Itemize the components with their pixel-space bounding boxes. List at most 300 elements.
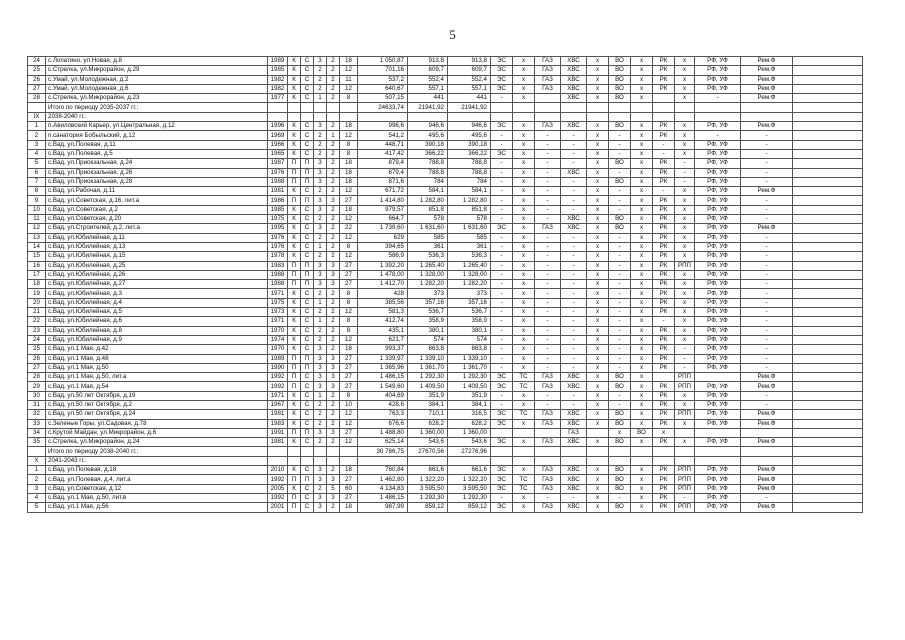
table-cell: С	[301, 224, 314, 233]
table-cell: х	[631, 131, 653, 140]
table-cell: -	[535, 140, 561, 149]
table-cell: РК	[653, 205, 675, 214]
table-row	[28, 224, 863, 233]
table-cell: 24633,74	[358, 103, 408, 112]
table-cell: 27	[340, 354, 358, 363]
table-cell	[793, 131, 863, 140]
table-cell: -	[535, 168, 561, 177]
table-cell: РК	[653, 466, 675, 475]
table-cell: х	[631, 261, 653, 270]
table-cell: х	[587, 196, 609, 205]
table-cell: 1 478,00	[358, 270, 408, 279]
table-cell	[793, 187, 863, 196]
table-cell: х	[631, 419, 653, 428]
table-cell	[301, 447, 314, 456]
table-cell: 366,22	[408, 149, 448, 158]
table-cell: РФ, УФ	[695, 57, 741, 66]
table-cell: С	[301, 131, 314, 140]
table-row	[28, 261, 863, 270]
table-cell: х	[513, 196, 535, 205]
table-row	[28, 140, 863, 149]
table-cell: С	[301, 252, 314, 261]
table-cell: РК	[653, 66, 675, 75]
table-row	[28, 308, 863, 317]
table-cell: Рем.Ф	[741, 75, 793, 84]
table-cell: х	[675, 205, 695, 214]
table-cell: 2	[327, 466, 340, 475]
table-cell: 628,2	[448, 419, 491, 428]
table-cell: 60	[340, 484, 358, 493]
table-row	[28, 484, 863, 493]
table-row	[28, 373, 863, 382]
table-cell	[301, 112, 314, 121]
table-cell: -	[491, 400, 513, 409]
table-cell: 5	[28, 503, 46, 512]
table-cell: -	[535, 215, 561, 224]
table-cell: х	[513, 493, 535, 502]
table-cell: 18	[340, 57, 358, 66]
table-cell	[535, 112, 561, 121]
table-cell: -	[491, 94, 513, 103]
table-cell: -	[535, 187, 561, 196]
table-cell	[793, 466, 863, 475]
table-cell: 35	[28, 438, 46, 447]
table-cell: ГАЗ	[535, 382, 561, 391]
table-cell: С	[301, 400, 314, 409]
table-cell: х	[675, 140, 695, 149]
table-cell: -	[535, 205, 561, 214]
table-cell: х	[513, 233, 535, 242]
table-cell: 417,42	[358, 149, 408, 158]
table-cell: х	[675, 122, 695, 131]
table-cell: -	[561, 131, 587, 140]
table-cell: РК	[653, 410, 675, 419]
table-cell: 18	[340, 466, 358, 475]
table-cell: Рем.Ф	[741, 57, 793, 66]
table-cell: -	[491, 131, 513, 140]
table-cell: 507,15	[358, 94, 408, 103]
table-cell: -	[561, 149, 587, 158]
table-row	[28, 503, 863, 512]
table-row	[28, 317, 863, 326]
table-cell: х	[631, 140, 653, 149]
table-cell: ГАЗ	[535, 419, 561, 428]
table-cell: РПП	[675, 410, 695, 419]
table-cell: -	[609, 242, 631, 251]
table-cell: х	[631, 84, 653, 93]
table-cell: 495,6	[448, 131, 491, 140]
table-cell: 30	[28, 391, 46, 400]
table-cell: РК	[653, 503, 675, 512]
table-cell: ЭС	[491, 475, 513, 484]
table-cell	[793, 456, 863, 465]
table-cell: 1	[314, 242, 327, 251]
table-cell: х	[513, 261, 535, 270]
table-cell: -	[741, 326, 793, 335]
table-cell: РФ, УФ	[695, 391, 741, 400]
table-cell: 2	[314, 233, 327, 242]
table-cell: х	[513, 75, 535, 84]
table-cell: 1 360,00	[448, 428, 491, 437]
table-cell: х	[587, 335, 609, 344]
table-cell: ХВС	[561, 75, 587, 84]
table-cell	[491, 428, 513, 437]
table-cell: 26	[28, 75, 46, 84]
table-cell: 2	[327, 391, 340, 400]
table-cell: 3	[28, 484, 46, 493]
table-cell: 3	[314, 373, 327, 382]
table-row	[28, 298, 863, 307]
table-cell: К	[288, 84, 301, 93]
table-cell: х	[513, 335, 535, 344]
table-cell: 574	[408, 335, 448, 344]
table-cell: -	[561, 363, 587, 372]
table-cell: РФ, УФ	[695, 122, 741, 131]
table-cell: 12	[340, 410, 358, 419]
table-cell: -	[535, 335, 561, 344]
table-cell	[793, 196, 863, 205]
table-cell: -	[491, 233, 513, 242]
table-cell: -	[491, 177, 513, 186]
table-cell: -	[609, 140, 631, 149]
table-cell: К	[288, 410, 301, 419]
table-cell: -	[741, 298, 793, 307]
table-cell: 710,1	[408, 410, 448, 419]
table-cell	[491, 103, 513, 112]
table-row	[28, 475, 863, 484]
table-cell: РФ, УФ	[695, 270, 741, 279]
address-cell: 2041-2043 гг.:	[46, 456, 268, 465]
table-cell: ЭС	[491, 57, 513, 66]
address-cell: с.Вад, ул.Полевая, д.5	[46, 149, 268, 158]
table-cell	[587, 103, 609, 112]
table-cell: -	[491, 140, 513, 149]
address-cell: с.Вад, ул.Полевая, д.11	[46, 140, 268, 149]
table-cell: К	[288, 326, 301, 335]
table-cell: ХВС	[561, 503, 587, 512]
table-cell	[535, 447, 561, 456]
table-cell: 12	[340, 438, 358, 447]
table-cell: 3	[327, 382, 340, 391]
table-cell: РФ, УФ	[695, 242, 741, 251]
table-cell: К	[288, 242, 301, 251]
table-cell: ВО	[631, 428, 653, 437]
table-cell: 20	[28, 298, 46, 307]
table-cell	[653, 373, 675, 382]
table-cell: С	[301, 66, 314, 75]
table-cell: х	[675, 233, 695, 242]
table-cell: -	[609, 280, 631, 289]
address-cell: с.Вад, ул.Юбилейная, д.27	[46, 280, 268, 289]
table-cell: 4	[28, 493, 46, 502]
table-cell: 586,9	[358, 252, 408, 261]
table-cell: 2	[327, 94, 340, 103]
table-cell: 1995	[268, 224, 288, 233]
table-cell: ВО	[609, 484, 631, 493]
table-cell: 788,8	[448, 168, 491, 177]
table-cell: 585	[448, 233, 491, 242]
table-cell	[695, 103, 741, 112]
table-cell: 380,1	[408, 326, 448, 335]
table-cell: х	[587, 419, 609, 428]
table-cell: 1981	[268, 410, 288, 419]
table-cell: х	[675, 400, 695, 409]
table-cell: х	[631, 493, 653, 502]
table-cell: 366,22	[448, 149, 491, 158]
table-cell: -	[561, 159, 587, 168]
table-cell: х	[675, 242, 695, 251]
address-cell: с.Вад, ул.Советская, д.16, лит.а	[46, 196, 268, 205]
table-cell: 993,37	[358, 345, 408, 354]
table-cell: ГАЗ	[535, 484, 561, 493]
table-cell: 27	[340, 493, 358, 502]
table-cell: 664,7	[358, 215, 408, 224]
table-cell: -	[609, 363, 631, 372]
table-cell: -	[535, 493, 561, 502]
table-cell: 2	[28, 131, 46, 140]
table-cell: х	[513, 308, 535, 317]
table-cell: 2	[28, 475, 46, 484]
table-cell: 3	[314, 159, 327, 168]
table-cell: 1 282,80	[448, 196, 491, 205]
table-cell: 859,12	[408, 503, 448, 512]
table-cell: С	[301, 466, 314, 475]
table-cell: -	[741, 215, 793, 224]
table-cell: РК	[653, 484, 675, 493]
table-cell	[793, 317, 863, 326]
table-cell: 760,84	[358, 466, 408, 475]
table-cell: РК	[653, 363, 675, 372]
table-cell: 384,1	[448, 400, 491, 409]
table-cell: РК	[653, 75, 675, 84]
table-cell: 581,3	[358, 308, 408, 317]
table-cell: -	[491, 335, 513, 344]
table-cell: ХВС	[561, 215, 587, 224]
table-cell: х	[513, 140, 535, 149]
table-cell: 574	[448, 335, 491, 344]
table-cell: ВО	[609, 503, 631, 512]
table-cell: 1977	[268, 94, 288, 103]
table-cell: х	[675, 215, 695, 224]
table-cell: 1 392,20	[358, 261, 408, 270]
table-cell	[793, 112, 863, 121]
table-cell: Рем.Ф	[741, 187, 793, 196]
table-cell: 1975	[268, 215, 288, 224]
table-cell: -	[741, 261, 793, 270]
address-cell: с.Зеленые Горы, ул.Садовая, д.78	[46, 419, 268, 428]
table-cell	[793, 75, 863, 84]
address-cell: с.Крутой Майдан, ул.Микрорайон, д.6	[46, 428, 268, 437]
table-cell: 2	[314, 252, 327, 261]
table-cell: х	[587, 261, 609, 270]
table-cell: -	[491, 168, 513, 177]
table-row	[28, 466, 863, 475]
table-cell: 1 328,00	[448, 270, 491, 279]
table-cell: 788,8	[448, 159, 491, 168]
table-cell: 32	[28, 410, 46, 419]
table-cell	[793, 205, 863, 214]
table-cell: х	[631, 205, 653, 214]
table-cell: 4	[28, 149, 46, 158]
table-cell	[741, 112, 793, 121]
table-cell: 1 339,97	[358, 354, 408, 363]
table-cell: ГАЗ	[535, 66, 561, 75]
table-cell: -	[609, 400, 631, 409]
table-cell: С	[301, 140, 314, 149]
table-cell: -	[561, 391, 587, 400]
table-cell: РПП	[675, 261, 695, 270]
table-row	[28, 354, 863, 363]
table-cell: -	[653, 317, 675, 326]
table-cell: 27	[340, 261, 358, 270]
table-cell: 1 328,00	[408, 270, 448, 279]
table-cell: Рем.Ф	[741, 466, 793, 475]
table-cell: х	[513, 354, 535, 363]
table-cell: ЭС	[491, 75, 513, 84]
table-cell: 3	[327, 354, 340, 363]
table-cell: 536,3	[448, 252, 491, 261]
table-cell: х	[631, 466, 653, 475]
table-cell	[513, 103, 535, 112]
table-cell: 18	[340, 168, 358, 177]
table-cell: ЭС	[491, 84, 513, 93]
table-cell: 3	[314, 382, 327, 391]
table-cell: К	[288, 335, 301, 344]
table-cell: 1967	[268, 400, 288, 409]
address-cell: с.Вад, ул.Рабочая, д.11	[46, 187, 268, 196]
table-cell	[631, 456, 653, 465]
table-cell: К	[288, 400, 301, 409]
table-row	[28, 428, 863, 437]
table-cell	[609, 456, 631, 465]
table-cell	[793, 84, 863, 93]
table-cell: х	[631, 122, 653, 131]
table-cell: 18	[340, 503, 358, 512]
table-cell: 3	[327, 475, 340, 484]
table-cell: ХВС	[561, 438, 587, 447]
table-cell: х	[587, 149, 609, 158]
table-cell: ГАЗ	[535, 373, 561, 382]
table-cell: -	[491, 187, 513, 196]
table-cell: С	[301, 289, 314, 298]
table-cell: П	[301, 280, 314, 289]
table-row	[28, 122, 863, 131]
table-cell: 448,71	[358, 140, 408, 149]
table-cell: х	[587, 66, 609, 75]
table-cell: 1 361,70	[408, 363, 448, 372]
table-cell	[793, 363, 863, 372]
table-cell: 3	[327, 196, 340, 205]
table-cell: -	[741, 335, 793, 344]
table-cell	[448, 112, 491, 121]
table-cell: х	[587, 391, 609, 400]
table-cell: 27	[340, 373, 358, 382]
table-cell: х	[587, 475, 609, 484]
table-cell: -	[535, 177, 561, 186]
table-cell: ВО	[609, 75, 631, 84]
table-cell: х	[631, 438, 653, 447]
table-cell: 536,7	[408, 308, 448, 317]
table-cell: 1 365,96	[358, 363, 408, 372]
address-cell: с.Вад, ул.Юбилейная, д.9	[46, 335, 268, 344]
table-cell: 12	[340, 308, 358, 317]
table-cell: х	[631, 57, 653, 66]
table-cell: П	[288, 261, 301, 270]
table-cell	[695, 447, 741, 456]
table-cell: 10	[340, 400, 358, 409]
table-cell: -	[535, 270, 561, 279]
table-cell: Рем.Ф	[741, 66, 793, 75]
table-cell: 537,2	[358, 75, 408, 84]
table-cell: К	[288, 140, 301, 149]
address-cell: с.Стрелка, ул.Микрорайон, д.24	[46, 438, 268, 447]
table-cell: РФ, УФ	[695, 149, 741, 158]
table-cell	[793, 159, 863, 168]
table-cell: РК	[653, 168, 675, 177]
table-row	[28, 252, 863, 261]
table-cell: 578	[408, 215, 448, 224]
table-cell: 1 282,80	[408, 196, 448, 205]
table-cell: х	[631, 410, 653, 419]
address-cell: с.Вад, ул.Юбилейная, д.5	[46, 308, 268, 317]
table-cell: 863,8	[448, 345, 491, 354]
table-cell: -	[609, 233, 631, 242]
table-cell: 2	[327, 168, 340, 177]
table-cell: 8	[340, 391, 358, 400]
table-cell	[793, 242, 863, 251]
table-cell: 2	[314, 149, 327, 158]
table-cell: П	[301, 159, 314, 168]
table-cell: С	[301, 503, 314, 512]
table-row	[28, 280, 863, 289]
table-cell: 1	[327, 131, 340, 140]
table-cell: С	[301, 391, 314, 400]
table-cell: -	[741, 289, 793, 298]
table-cell	[793, 140, 863, 149]
table-cell: 1985	[268, 205, 288, 214]
table-cell: Рем.Ф	[741, 410, 793, 419]
table-cell	[675, 103, 695, 112]
table-cell	[535, 103, 561, 112]
table-row	[28, 400, 863, 409]
table-cell: К	[288, 94, 301, 103]
table-cell: 8	[340, 326, 358, 335]
table-cell: ВО	[609, 94, 631, 103]
table-row	[28, 205, 863, 214]
table-cell: 543,6	[408, 438, 448, 447]
table-cell: -	[491, 326, 513, 335]
table-cell	[609, 447, 631, 456]
table-cell: х	[513, 131, 535, 140]
table-cell: С	[301, 187, 314, 196]
table-cell: 552,4	[448, 75, 491, 84]
table-cell	[288, 456, 301, 465]
table-cell: х	[675, 419, 695, 428]
table-cell: -	[675, 354, 695, 363]
table-cell: РФ, УФ	[695, 363, 741, 372]
table-cell	[408, 456, 448, 465]
table-cell: х	[513, 400, 535, 409]
table-cell: ВО	[609, 84, 631, 93]
table-cell: 628,2	[408, 419, 448, 428]
table-cell: 1 265,40	[408, 261, 448, 270]
table-cell: П	[288, 196, 301, 205]
table-cell: -	[741, 493, 793, 502]
table-cell: 2	[327, 242, 340, 251]
table-cell: ВО	[609, 438, 631, 447]
table-cell: х	[587, 363, 609, 372]
table-cell: 18	[340, 122, 358, 131]
